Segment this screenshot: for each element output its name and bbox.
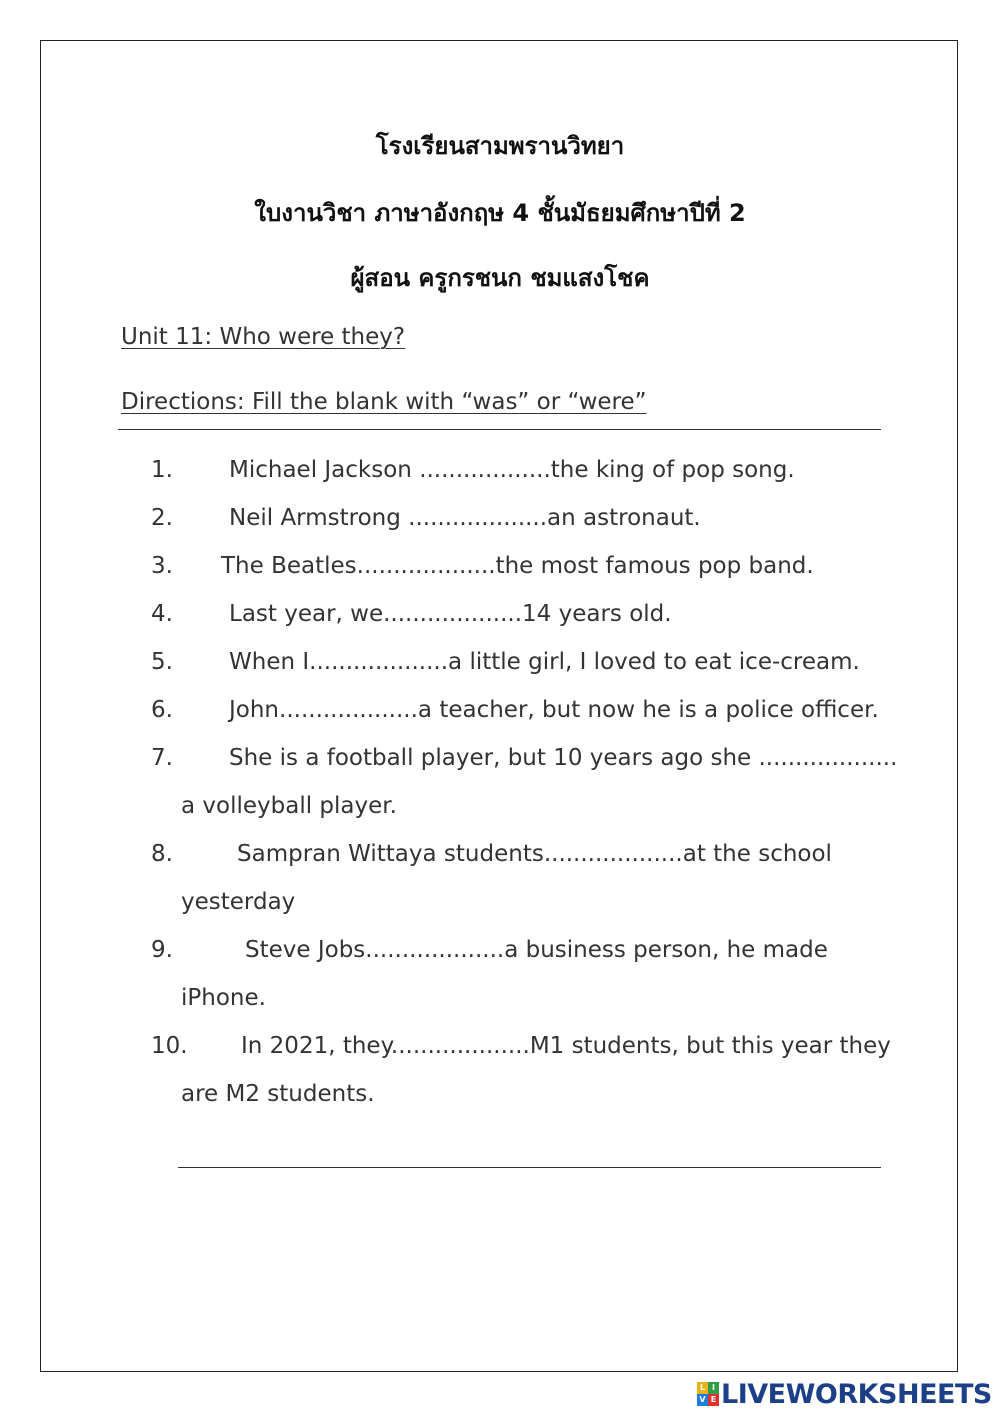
question-number: 6. — [151, 697, 173, 723]
liveworksheets-mark-icon: L I V E — [697, 1382, 719, 1406]
teacher-name: ผู้สอน ครูกรชนก ชมแสงโชค — [350, 264, 650, 292]
question-text: Steve Jobs...................a business person, he made — [245, 937, 828, 963]
directions: Directions: Fill the blank with “was” or “were” — [121, 389, 647, 415]
question-number: 7. — [151, 745, 173, 771]
question-number: 8. — [151, 841, 173, 867]
question-text: Last year, we...................14 years old. — [229, 601, 672, 627]
question-text-continued: yesterday — [181, 889, 296, 915]
question-text: In 2021, they...................M1 students, but this year they — [241, 1033, 891, 1059]
question-number: 2. — [151, 505, 173, 531]
question-number: 3. — [151, 553, 173, 579]
question-text: John...................a teacher, but now he is a police officer. — [229, 697, 879, 723]
question-text: Michael Jackson ..................the king of pop song. — [229, 457, 795, 483]
liveworksheets-logo — [697, 1379, 992, 1409]
liveworksheets-brand: LIVEWORKSHEETS — [721, 1378, 992, 1410]
question-text: When I...................a little girl, I loved to eat ice-cream. — [229, 649, 860, 675]
question-text-continued: are M2 students. — [181, 1081, 375, 1107]
question-number: 4. — [151, 601, 173, 627]
worksheet-subject: ใบงานวิชา ภาษาอังกฤษ 4 ชั้นมัธยมศึกษาปีที่ 2 — [254, 199, 746, 227]
question-text: Sampran Wittaya students...................at the school — [237, 841, 832, 867]
question-number: 5. — [151, 649, 173, 675]
question-text-continued: a volleyball player. — [181, 793, 397, 819]
question-number: 9. — [151, 937, 173, 963]
divider-bottom — [178, 1167, 881, 1168]
question-text-continued: iPhone. — [181, 985, 266, 1011]
divider-top — [118, 429, 881, 430]
question-number: 1. — [151, 457, 173, 483]
question-text: The Beatles...................the most famous pop band. — [221, 553, 814, 579]
question-number: 10. — [151, 1033, 188, 1059]
school-name: โรงเรียนสามพรานวิทยา — [375, 132, 625, 160]
question-text: Neil Armstrong ...................an astronaut. — [229, 505, 701, 531]
question-text: She is a football player, but 10 years ago she ................... — [229, 745, 898, 771]
unit-title: Unit 11: Who were they? — [121, 324, 406, 350]
